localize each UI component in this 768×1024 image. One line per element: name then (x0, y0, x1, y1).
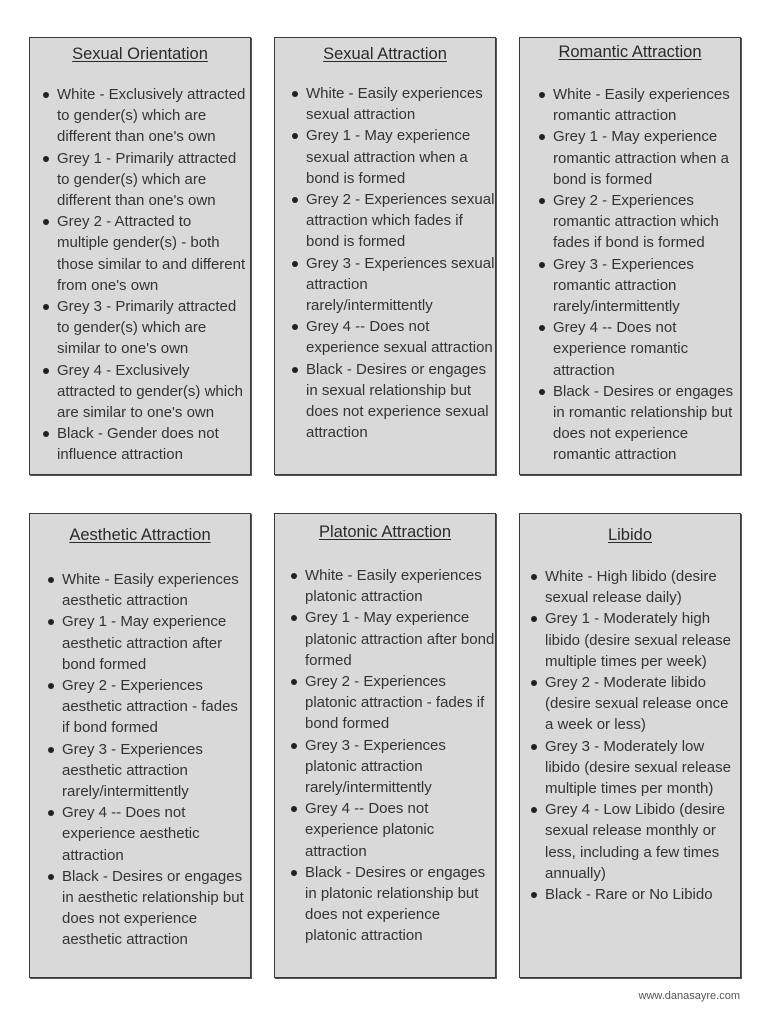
list-item: Grey 3 - Primarily attracted to gender(s) which are similar to one's own (57, 296, 247, 360)
list-item: Grey 2 - Moderate libido (desire sexual release once a week or less) (545, 672, 735, 736)
list-item: Black - Gender does not influence attraction (57, 423, 247, 465)
card-sexual-orientation (29, 37, 251, 475)
list-item: Grey 3 - Experiences platonic attraction rarely/intermittently (305, 735, 495, 799)
list-item: Grey 2 - Experiences romantic attraction which fades if bond is formed (553, 190, 739, 254)
list-item: Grey 1 - May experience aesthetic attraction after bond formed (62, 611, 248, 675)
list-item: Black - Rare or No Libido (545, 884, 735, 905)
list-item: White - Easily experiences sexual attraction (306, 83, 496, 125)
list-item: Grey 1 - May experience romantic attraction when a bond is formed (553, 126, 739, 190)
card-romantic-attraction (519, 37, 741, 475)
card-title: Platonic Attraction (318, 523, 452, 541)
list-item: Black - Desires or engages in platonic relationship but does not experience platonic attraction (305, 862, 495, 947)
bullet-list (62, 569, 248, 951)
card-libido (519, 513, 741, 978)
footer-website: www.danasayre.com (638, 990, 740, 1002)
list-item: Grey 3 - Experiences sexual attraction rarely/intermittently (306, 253, 496, 317)
list-item: Grey 1 - May experience platonic attraction after bond formed (305, 607, 495, 671)
bullet-list (553, 84, 739, 466)
list-item: Grey 4 -- Does not experience platonic attraction (305, 798, 495, 862)
card-platonic-attraction (274, 513, 496, 978)
card-title: Aesthetic Attraction (69, 526, 211, 544)
list-item: White - Exclusively attracted to gender(s) which are different than one's own (57, 84, 247, 148)
card-title: Sexual Attraction (323, 45, 447, 63)
bullet-list (305, 565, 495, 947)
list-item: Grey 4 - Low Libido (desire sexual release monthly or less, including a few times annually) (545, 799, 735, 884)
list-item: Grey 4 -- Does not experience aesthetic attraction (62, 802, 248, 866)
bullet-list (545, 566, 735, 905)
card-title: Libido (607, 526, 653, 544)
list-item: Grey 4 -- Does not experience sexual attraction (306, 316, 496, 358)
list-item: Grey 4 -- Does not experience romantic attraction (553, 317, 739, 381)
list-item: Grey 3 - Experiences romantic attraction rarely/intermittently (553, 254, 739, 318)
list-item: Grey 2 - Experiences sexual attraction which fades if bond is formed (306, 189, 496, 253)
card-title: Sexual Orientation (72, 45, 208, 63)
list-item: White - Easily experiences aesthetic attraction (62, 569, 248, 611)
list-item: Grey 1 - May experience sexual attraction when a bond is formed (306, 125, 496, 189)
list-item: Grey 4 - Exclusively attracted to gender(s) which are similar to one's own (57, 360, 247, 424)
list-item: Grey 2 - Experiences platonic attraction - fades if bond formed (305, 671, 495, 735)
list-item: Black - Desires or engages in romantic relationship but does not experience romantic attraction (553, 381, 739, 466)
card-title: Romantic Attraction (558, 43, 702, 61)
list-item: White - High libido (desire sexual release daily) (545, 566, 735, 608)
list-item: Grey 1 - Primarily attracted to gender(s) which are different than one's own (57, 148, 247, 212)
list-item: White - Easily experiences romantic attraction (553, 84, 739, 126)
bullet-list (306, 83, 496, 443)
list-item: Grey 1 - Moderately high libido (desire sexual release multiple times per week) (545, 608, 735, 672)
list-item: Black - Desires or engages in aesthetic relationship but does not experience aesthetic attraction (62, 866, 248, 951)
card-sexual-attraction (274, 37, 496, 475)
list-item: Grey 2 - Attracted to multiple gender(s) - both those similar to and different from one's own (57, 211, 247, 296)
list-item: White - Easily experiences platonic attraction (305, 565, 495, 607)
list-item: Grey 3 - Experiences aesthetic attraction rarely/intermittently (62, 739, 248, 803)
list-item: Black - Desires or engages in sexual relationship but does not experience sexual attraction (306, 359, 496, 444)
bullet-list (57, 84, 247, 466)
list-item: Grey 3 - Moderately low libido (desire sexual release multiple times per month) (545, 736, 735, 800)
card-aesthetic-attraction (29, 513, 251, 978)
list-item: Grey 2 - Experiences aesthetic attraction - fades if bond formed (62, 675, 248, 739)
